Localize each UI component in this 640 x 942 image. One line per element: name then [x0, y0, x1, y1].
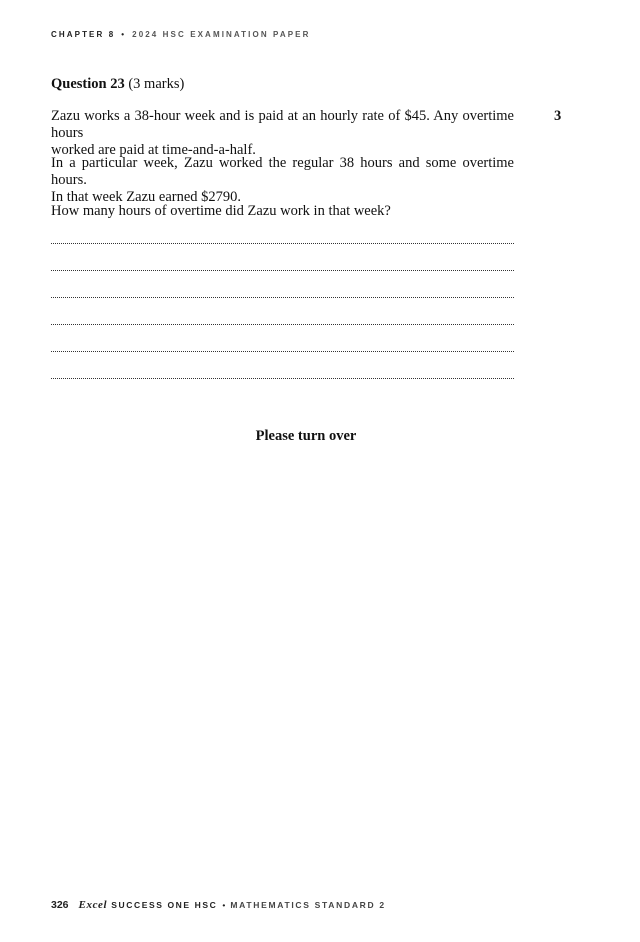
page-footer: [51, 899, 386, 911]
paragraph-1-line-1: Zazu works a 38-hour week and is paid at an hourly rate of $45. Any overtime hours: [51, 108, 514, 141]
footer-separator: •: [222, 900, 226, 910]
question-paragraph-1: [51, 108, 514, 159]
running-header: [51, 30, 311, 39]
page-number: 326: [51, 899, 69, 911]
paragraph-1-line-2: worked are paid at time-and-a-half.: [51, 142, 256, 158]
question-paragraph-2: [51, 155, 514, 206]
answer-line-4[interactable]: [51, 324, 514, 325]
header-separator: •: [121, 30, 127, 39]
question-prompt: How many hours of overtime did Zazu work in that week?: [51, 203, 391, 219]
paper-title: 2024 HSC EXAMINATION PAPER: [132, 30, 311, 39]
please-turn-over: Please turn over: [255, 428, 357, 444]
brand-logo-text: Excel: [78, 899, 108, 911]
answer-line-5[interactable]: [51, 351, 514, 352]
answer-line-6[interactable]: [51, 378, 514, 379]
marks-value: 3: [554, 108, 562, 124]
paragraph-2-line-1: In a particular week, Zazu worked the regular 38 hours and some overtime hours.: [51, 155, 514, 188]
answer-line-2[interactable]: [51, 270, 514, 271]
question-marks-text: (3 marks): [128, 76, 185, 92]
question-label: Question 23: [51, 76, 125, 92]
series-name: SUCCESS ONE HSC: [111, 900, 218, 910]
subject-name: MATHEMATICS STANDARD 2: [230, 900, 386, 910]
paragraph-2-line-2: In that week Zazu earned $2790.: [51, 189, 242, 205]
answer-line-1[interactable]: [51, 243, 514, 244]
question-heading: [51, 76, 184, 93]
answer-line-3[interactable]: [51, 297, 514, 298]
chapter-label: CHAPTER 8: [51, 30, 116, 39]
